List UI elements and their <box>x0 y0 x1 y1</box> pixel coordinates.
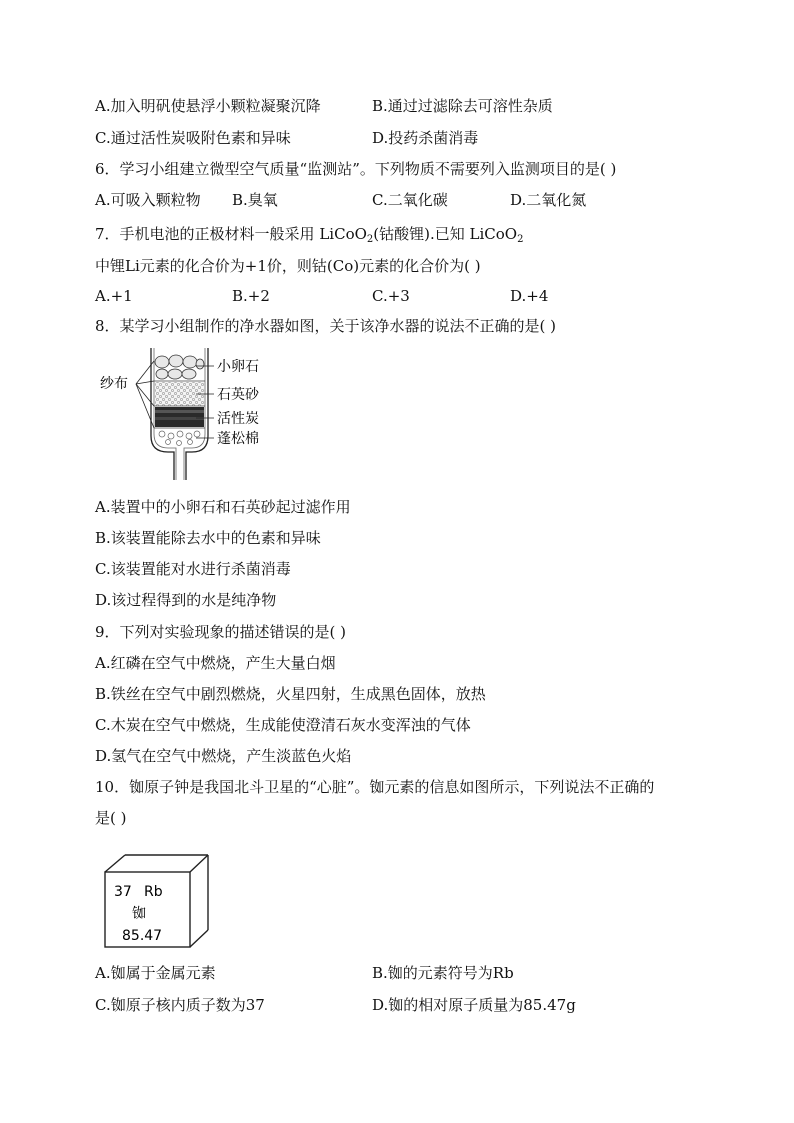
atomic-number: 37 <box>114 884 132 900</box>
q10-option-d: D.铷的相对原子质量为85.47g <box>372 996 576 1014</box>
q8-option-b: B.该装置能除去水中的色素和异味 <box>95 529 321 547</box>
q9-option-d: D.氢气在空气中燃烧，产生淡蓝色火焰 <box>95 747 352 765</box>
q5-option-d: D.投药杀菌消毒 <box>372 129 479 147</box>
q10-option-a: A.铷属于金属元素 <box>95 964 216 982</box>
q6-option-a: A.可吸入颗粒物 <box>95 191 201 209</box>
q7-option-a: A.+1 <box>95 287 133 305</box>
q8-stem: 8．某学习小组制作的净水器如图，关于该净水器的说法不正确的是( ) <box>95 317 557 335</box>
q6-stem: 6．学习小组建立微型空气质量“监测站”。下列物质不需要列入监测项目的是( ) <box>95 160 617 178</box>
cotton-layer <box>159 431 200 446</box>
activated-carbon-label: 活性炭 <box>217 411 259 427</box>
q10-stem-line2: 是( ) <box>95 809 127 827</box>
q5-option-b: B.通过过滤除去可溶性杂质 <box>372 97 553 115</box>
q5-option-c: C.通过活性炭吸附色素和异味 <box>95 129 291 147</box>
q5-option-a: A.加入明矾使悬浮小颗粒凝聚沉降 <box>95 97 321 115</box>
gauze-label: 纱布 <box>100 376 128 392</box>
q9-option-b: B.铁丝在空气中剧烈燃烧，火星四射，生成黑色固体，放热 <box>95 685 486 703</box>
q7-stem-prefix: 7．手机电池的正极材料一般采用 <box>95 225 320 243</box>
q7-formula: LiCoO$_2$ <box>319 225 374 245</box>
element-symbol: Rb <box>144 884 163 900</box>
q10-stem-line1: 10．铷原子钟是我国北斗卫星的“心脏”。铷元素的信息如图所示，下列说法不正确的 <box>95 778 655 796</box>
water-filter-figure <box>96 344 276 486</box>
q8-option-a: A.装置中的小卵石和石英砂起过滤作用 <box>95 498 351 516</box>
rubidium-element-card <box>100 852 212 952</box>
q7-option-d: D.+4 <box>510 287 549 305</box>
q7-option-c: C.+3 <box>372 287 410 305</box>
quartz-sand-label: 石英砂 <box>217 387 259 403</box>
q8-option-c: C.该装置能对水进行杀菌消毒 <box>95 560 291 578</box>
q9-option-a: A.红磷在空气中燃烧，产生大量白烟 <box>95 654 336 672</box>
cotton-label: 蓬松棉 <box>217 431 259 447</box>
q9-option-c: C.木炭在空气中燃烧，生成能使澄清石灰水变浑浊的气体 <box>95 716 471 734</box>
q9-stem: 9．下列对实验现象的描述错误的是( ) <box>95 623 347 641</box>
q6-option-b: B.臭氧 <box>232 191 278 209</box>
q7-stem-line2: 中锂Li元素的化合价为+1价，则钴(Co)元素的化合价为( ) <box>95 257 481 275</box>
q8-option-d: D.该过程得到的水是纯净物 <box>95 591 277 609</box>
atomic-mass: 85.47 <box>122 928 163 944</box>
q7-stem-mid: (钴酸锂).已知 <box>373 225 470 243</box>
q6-option-c: C.二氧化碳 <box>372 191 448 209</box>
q10-option-b: B.铷的元素符号为Rb <box>372 964 514 982</box>
q10-option-c: C.铷原子核内质子数为37 <box>95 996 265 1014</box>
pebble-label: 小卵石 <box>217 359 259 375</box>
element-name: 铷 <box>132 906 146 922</box>
pebble-layer <box>155 355 204 379</box>
q7-formula-2: LiCoO$_2$ <box>469 225 524 245</box>
q7-stem-line1 <box>95 224 523 250</box>
q7-option-b: B.+2 <box>232 287 270 305</box>
q6-option-d: D.二氧化氮 <box>510 191 587 209</box>
